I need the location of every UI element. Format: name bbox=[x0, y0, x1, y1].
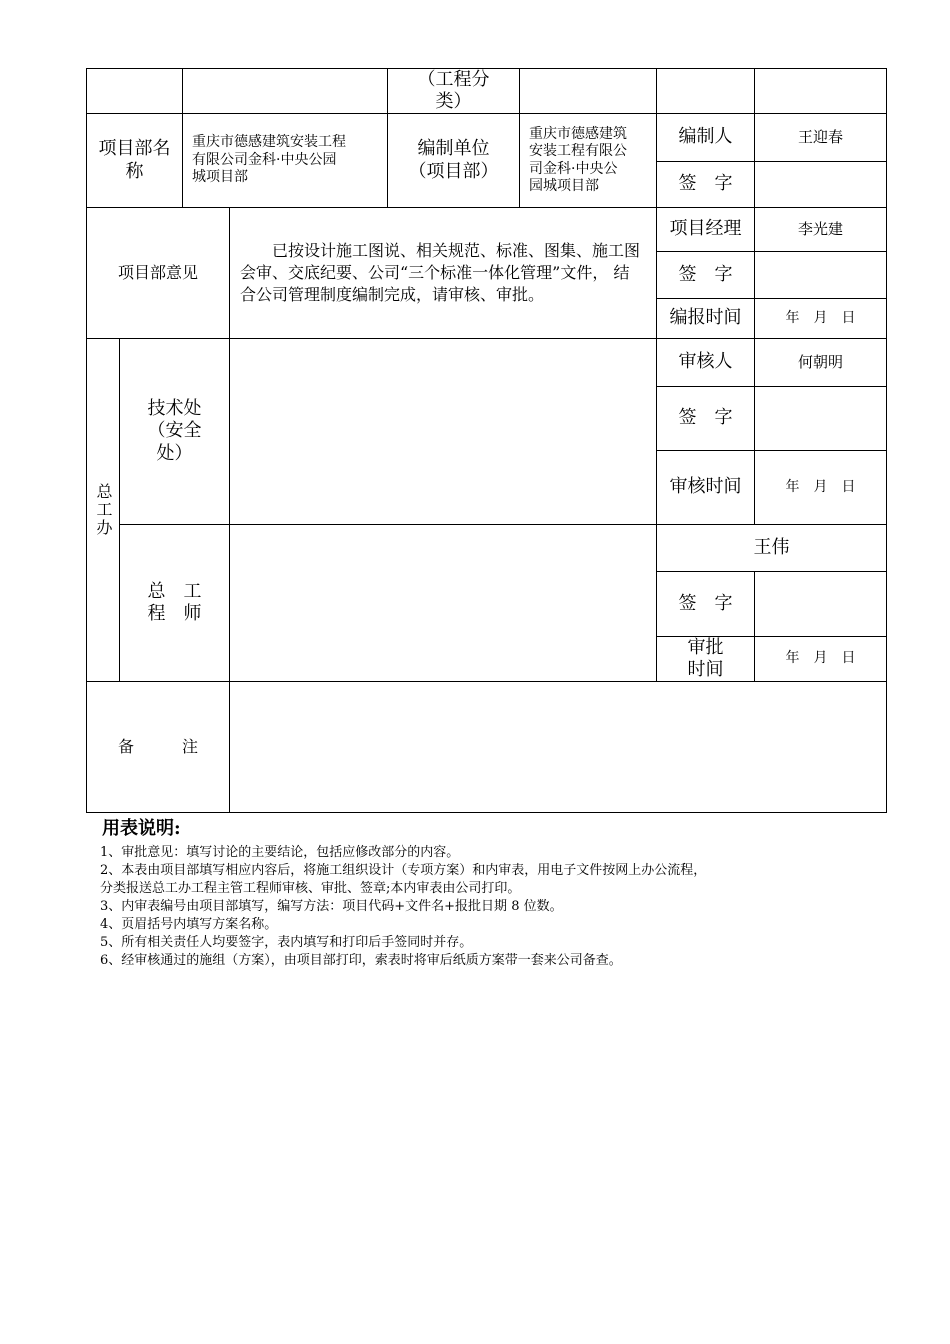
approval-time-value: 年 月 日 bbox=[785, 650, 856, 667]
dept-name-label: 项目部名 称 bbox=[98, 138, 171, 182]
category-cell: （工程分 类） bbox=[417, 68, 490, 112]
reviewer-sign-label: 签 字 bbox=[678, 407, 733, 429]
report-time-label: 编报时间 bbox=[669, 307, 742, 329]
review-time-label: 审核时间 bbox=[669, 476, 742, 498]
instruction-line: 分类报送总工办工程主管工程师审核、审批、签章;本内审表由公司打印。 bbox=[100, 881, 521, 896]
dept-opinion-label: 项目部意见 bbox=[117, 263, 198, 282]
instruction-line: 1、审批意见：填写讨论的主要结论，包括应修改部分的内容。 bbox=[100, 845, 460, 860]
dept-opinion-text: 已按设计施工图说、相关规范、标准、图集、施工图会审、交底纪要、公司“三个标准一体化管理”文件， 结合公司管理制度编制完成，请审核、审批。 bbox=[240, 241, 641, 304]
preparer-sign-field[interactable] bbox=[755, 162, 886, 207]
instruction-line: 6、经审核通过的施组（方案），由项目部打印，索表时将审后纸质方案带一套来公司备查。 bbox=[100, 953, 622, 968]
chief-engineer-label: 总 工 程 师 bbox=[147, 580, 202, 624]
unit-value: 重庆市德感建筑 安装工程有限公 司金科·中央公 园城项目部 bbox=[529, 125, 627, 194]
preparer-label: 编制人 bbox=[678, 126, 733, 148]
tech-opinion-field[interactable] bbox=[230, 339, 656, 524]
remarks-label: 备 注 bbox=[117, 737, 198, 756]
chief-office-label: 总工办 bbox=[94, 483, 113, 537]
reviewer-sign-field[interactable] bbox=[755, 387, 886, 450]
instruction-line: 4、页眉括号内填写方案名称。 bbox=[100, 917, 278, 932]
manager-name: 李光建 bbox=[797, 220, 843, 239]
dept-name-value: 重庆市德感建筑安装工程 有限公司金科·中央公园 城项目部 bbox=[192, 134, 346, 186]
chief-engineer-name: 王伟 bbox=[753, 536, 790, 558]
preparer-name: 王迎春 bbox=[797, 128, 843, 147]
reviewer-label: 审核人 bbox=[678, 351, 733, 373]
chief-sign-field[interactable] bbox=[755, 572, 886, 636]
chief-opinion-field[interactable] bbox=[230, 525, 656, 681]
remarks-field[interactable] bbox=[230, 682, 886, 812]
tech-dept-label: 技术处 （安全 处） bbox=[147, 397, 202, 464]
reviewer-name: 何朝明 bbox=[797, 353, 843, 372]
instruction-line: 5、所有相关责任人均要签字，表内填写和打印后手签同时并存。 bbox=[100, 935, 473, 950]
instruction-line: 2、本表由项目部填写相应内容后，将施工组织设计（专项方案）和内审表，用电子文件按网上办公流程， bbox=[100, 863, 707, 878]
manager-sign-field[interactable] bbox=[755, 252, 886, 298]
instructions bbox=[100, 814, 900, 970]
manager-label: 项目经理 bbox=[669, 218, 742, 240]
instructions-title: 用表说明: bbox=[102, 818, 181, 839]
instruction-line: 3、内审表编号由项目部填写，编写方法：项目代码+文件名+报批日期 8 位数。 bbox=[100, 899, 563, 914]
review-time-value: 年 月 日 bbox=[785, 478, 856, 495]
report-time-value: 年 月 日 bbox=[785, 309, 856, 326]
preparer-sign-label: 签 字 bbox=[678, 173, 733, 195]
approval-time-label: 审批 时间 bbox=[687, 636, 724, 680]
unit-label: 编制单位 （项目部） bbox=[408, 138, 499, 182]
chief-sign-label: 签 字 bbox=[678, 592, 733, 614]
manager-sign-label: 签 字 bbox=[678, 263, 733, 285]
